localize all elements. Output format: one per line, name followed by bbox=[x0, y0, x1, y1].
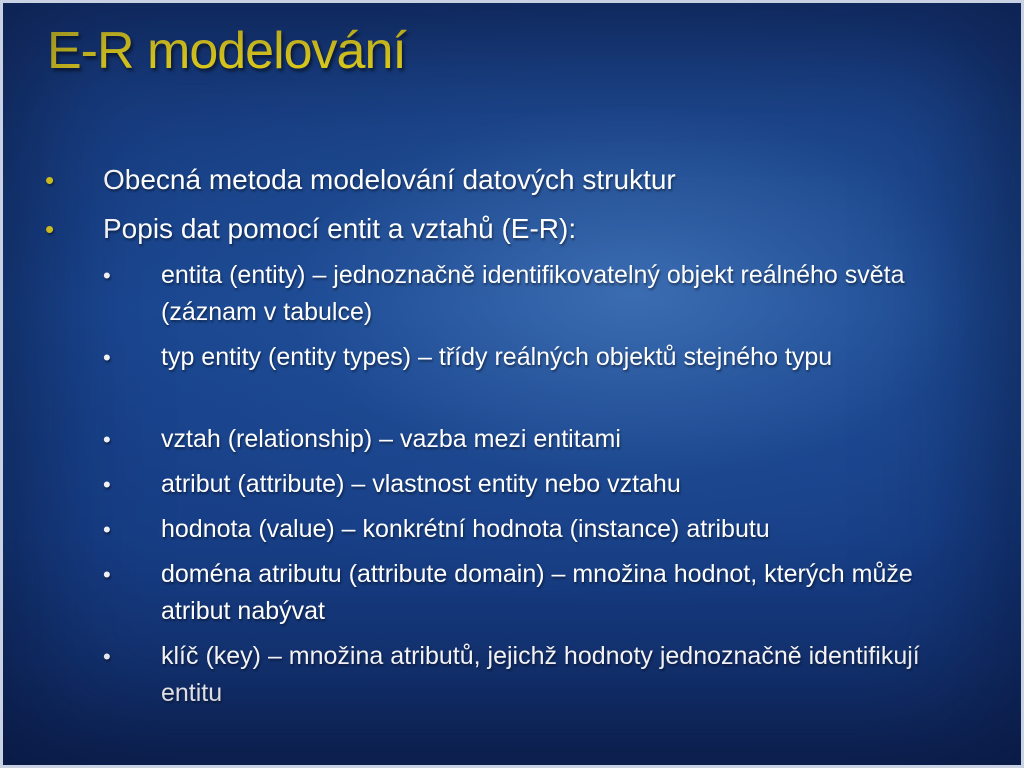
bullet-icon: • bbox=[103, 263, 111, 288]
sub-bullet-text: entita (entity) – jednoznačně identifikovatelný objekt reálného světa (záznam v tabulce) bbox=[161, 261, 905, 326]
bullet-icon: • bbox=[103, 427, 111, 452]
sub-bullet-text: klíč (key) – množina atributů, jejichž hodnoty jednoznačně identifikují entitu bbox=[161, 642, 920, 707]
sub-bullet-text: doména atributu (attribute domain) – množina hodnot, kterých může atribut nabývat bbox=[161, 560, 913, 625]
bullet-icon: • bbox=[103, 472, 111, 497]
slide-title: E-R modelování bbox=[47, 22, 406, 80]
bullet-icon: • bbox=[103, 562, 111, 587]
bullet-icon: • bbox=[45, 165, 55, 195]
sub-bullet-item bbox=[103, 421, 923, 458]
sub-bullet-text: hodnota (value) – konkrétní hodnota (instance) atributu bbox=[161, 515, 770, 543]
sub-bullet-item bbox=[103, 511, 923, 548]
sub-bullet-item bbox=[103, 466, 923, 503]
sub-bullet-item bbox=[103, 556, 923, 630]
bullet-icon: • bbox=[103, 345, 111, 370]
sub-bullet-item bbox=[103, 638, 923, 712]
sub-bullet-text: vztah (relationship) – vazba mezi entitami bbox=[161, 425, 621, 453]
bullet-text: Obecná metoda modelování datových struktur bbox=[103, 164, 676, 195]
bullet-icon: • bbox=[103, 517, 111, 542]
bullet-list bbox=[3, 3, 1024, 768]
bullet-icon: • bbox=[103, 644, 111, 669]
bullet-text: Popis dat pomocí entit a vztahů (E-R): bbox=[103, 213, 577, 244]
bullet-icon: • bbox=[45, 214, 55, 244]
sub-bullet-item bbox=[103, 339, 923, 376]
sub-bullet-text: atribut (attribute) – vlastnost entity nebo vztahu bbox=[161, 470, 681, 498]
sub-bullet-text: typ entity (entity types) – třídy reálných objektů stejného typu bbox=[161, 343, 833, 371]
sub-bullet-item bbox=[103, 257, 923, 331]
